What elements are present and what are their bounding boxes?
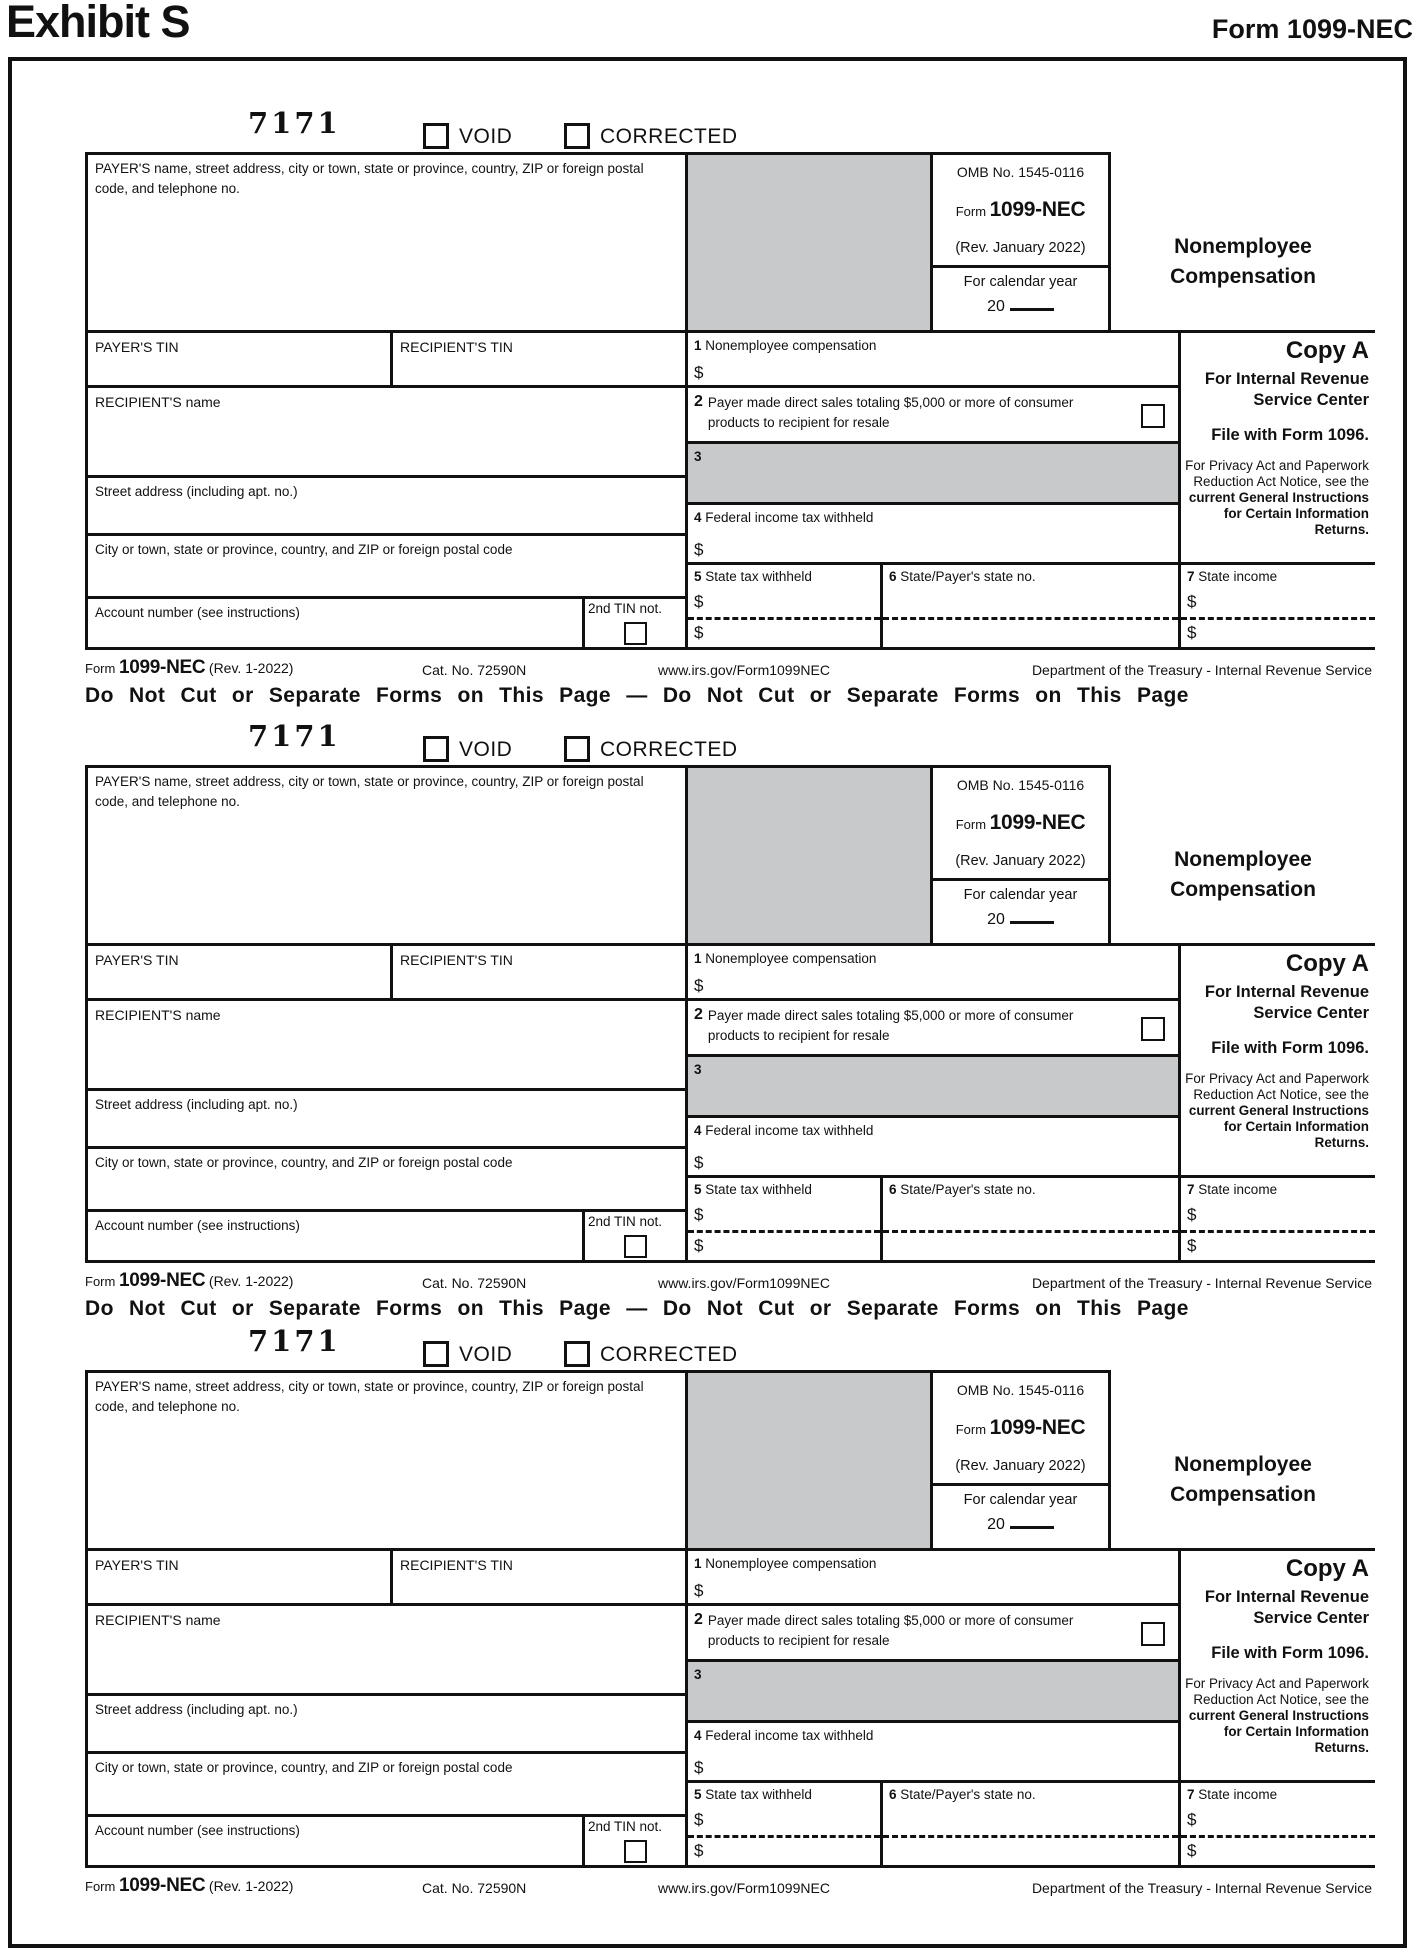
box5-label: State tax withheld bbox=[705, 1787, 812, 1802]
privacy-notice bbox=[1183, 458, 1369, 538]
second-tin-label: 2nd TIN not. bbox=[588, 601, 663, 616]
payer-info-box[interactable] bbox=[85, 765, 688, 946]
copy-a-label: Copy A bbox=[1285, 1555, 1369, 1582]
city-cell[interactable] bbox=[85, 1751, 688, 1817]
box4-federal-tax-withheld[interactable] bbox=[685, 502, 1181, 565]
calendar-year-century: 20 bbox=[987, 298, 1005, 315]
calendar-year-century: 20 bbox=[987, 911, 1005, 928]
box7-dollar-bottom: $ bbox=[1187, 623, 1197, 642]
box2-checkbox[interactable] bbox=[1141, 1017, 1165, 1041]
city-cell[interactable] bbox=[85, 1146, 688, 1212]
box5-dashed-divider bbox=[688, 1835, 880, 1838]
privacy-bold: current General Instructions for Certain Information Returns. bbox=[1188, 1708, 1369, 1756]
box6-label: State/Payer's state no. bbox=[900, 1787, 1036, 1802]
box3-number: 3 bbox=[694, 449, 702, 464]
do-not-cut-separator-2: Do Not Cut or Separate Forms on This Page — Do Not Cut or Separate Forms on This Page bbox=[85, 1297, 1189, 1320]
footer-department: Department of the Treasury - Internal Revenue Service bbox=[1031, 662, 1372, 678]
copy-for-line2: Service Center bbox=[1253, 391, 1369, 410]
box7-state-income[interactable] bbox=[1178, 1175, 1375, 1263]
calendar-year-entry bbox=[933, 1513, 1108, 1534]
shaded-box-top bbox=[685, 1370, 933, 1551]
copy-for-line2: Service Center bbox=[1253, 1609, 1369, 1628]
revision-label: (Rev. January 2022) bbox=[955, 1458, 1086, 1474]
copy-a-column bbox=[1178, 1548, 1375, 1783]
account-number-label: Account number (see instructions) bbox=[95, 1218, 300, 1233]
box3-number: 3 bbox=[694, 1062, 702, 1077]
box6-label: State/Payer's state no. bbox=[900, 1182, 1036, 1197]
payer-info-box[interactable] bbox=[85, 1370, 688, 1551]
box6-number: 6 bbox=[889, 569, 897, 584]
box5-dollar-top: $ bbox=[694, 592, 704, 611]
footer-revision: (Rev. 1-2022) bbox=[208, 660, 294, 676]
box1-label-line bbox=[688, 1551, 1178, 1576]
shaded-box-top bbox=[685, 152, 933, 333]
second-tin-checkbox[interactable] bbox=[624, 1840, 647, 1863]
form-name: 1099-NEC bbox=[989, 811, 1086, 834]
form-name-line bbox=[956, 198, 1086, 222]
box7-dollar-bottom: $ bbox=[1187, 1841, 1197, 1860]
calendar-year-label: For calendar year bbox=[963, 274, 1078, 290]
payer-info-label: PAYER'S name, street address, city or town, state or province, country, ZIP or foreign postal code, and telephone no. bbox=[95, 774, 644, 809]
box1-nonemployee-compensation[interactable] bbox=[685, 1548, 1181, 1606]
street-address-label: Street address (including apt. no.) bbox=[95, 1702, 298, 1717]
form-title-line1: Nonemployee bbox=[1174, 235, 1312, 258]
payer-info-label: PAYER'S name, street address, city or town, state or province, country, ZIP or foreign postal code, and telephone no. bbox=[95, 161, 644, 196]
second-tin-checkbox-wrap bbox=[588, 1235, 682, 1261]
box1-label: Nonemployee compensation bbox=[705, 951, 877, 966]
calendar-year-box bbox=[930, 878, 1111, 946]
account-number-label: Account number (see instructions) bbox=[95, 1823, 300, 1838]
account-number-cell[interactable] bbox=[85, 1814, 585, 1868]
copy-for-line1: For Internal Revenue bbox=[1204, 1588, 1369, 1606]
box5-dollar-top: $ bbox=[694, 1205, 704, 1224]
account-number-cell[interactable] bbox=[85, 596, 585, 650]
payer-tin-cell[interactable] bbox=[85, 1548, 393, 1606]
corrected-label: CORRECTED bbox=[600, 125, 738, 148]
form-name: 1099-NEC bbox=[989, 198, 1086, 221]
footer-cat-no: Cat. No. 72590N bbox=[422, 1880, 527, 1896]
box6-label-line bbox=[883, 1178, 1178, 1201]
calendar-year-century: 20 bbox=[987, 1516, 1005, 1533]
box1-dollar-sign: $ bbox=[694, 363, 704, 382]
shaded-box-top bbox=[685, 765, 933, 946]
box7-label: State income bbox=[1198, 1787, 1278, 1802]
calendar-year-blank[interactable] bbox=[1010, 295, 1054, 311]
footer-form-id bbox=[85, 1875, 293, 1897]
box1-nonemployee-compensation[interactable] bbox=[685, 330, 1181, 388]
calendar-year-entry bbox=[933, 295, 1108, 316]
box5-dollar-bottom: $ bbox=[694, 1236, 704, 1255]
recipient-name-cell[interactable] bbox=[85, 385, 688, 478]
box6-label-line bbox=[883, 565, 1178, 588]
footer-cat-no: Cat. No. 72590N bbox=[422, 1275, 527, 1291]
form-1099-nec-copy-1 bbox=[85, 104, 1377, 686]
box7-dollar-top: $ bbox=[1187, 1205, 1197, 1224]
footer-form-name: 1099-NEC bbox=[118, 1875, 206, 1896]
form-word: Form bbox=[955, 204, 987, 219]
copy-a-label: Copy A bbox=[1285, 337, 1369, 364]
box7-dashed-divider bbox=[1181, 1835, 1375, 1838]
box3-shaded bbox=[685, 1659, 1181, 1723]
privacy-bold: current General Instructions for Certain Information Returns. bbox=[1188, 490, 1369, 538]
box2-label: Payer made direct sales totaling $5,000 or more of consumer products to recipient for resale bbox=[707, 1613, 1074, 1649]
recipient-tin-cell[interactable] bbox=[390, 330, 688, 388]
box5-label: State tax withheld bbox=[705, 569, 812, 584]
footer-form-name: 1099-NEC bbox=[118, 1270, 206, 1291]
payer-tin-label: PAYER'S TIN bbox=[95, 1557, 179, 1573]
box4-label-line bbox=[688, 505, 1178, 530]
void-checkbox[interactable] bbox=[423, 736, 449, 762]
recipient-tin-cell[interactable] bbox=[390, 943, 688, 1001]
box7-dollar-top: $ bbox=[1187, 592, 1197, 611]
box7-state-income[interactable] bbox=[1178, 1780, 1375, 1868]
void-checkbox[interactable] bbox=[423, 1341, 449, 1367]
form-name-line bbox=[956, 811, 1086, 835]
box5-state-tax-withheld[interactable] bbox=[685, 1175, 883, 1263]
box1-nonemployee-compensation[interactable] bbox=[685, 943, 1181, 1001]
box7-dashed-divider bbox=[1181, 1230, 1375, 1233]
box6-dashed-divider bbox=[883, 1835, 1178, 1838]
footer-url[interactable]: www.irs.gov/Form1099NEC bbox=[658, 662, 830, 678]
payer-info-label: PAYER'S name, street address, city or town, state or province, country, ZIP or foreign postal code, and telephone no. bbox=[95, 1379, 644, 1414]
corrected-label: CORRECTED bbox=[600, 738, 738, 761]
box2-number: 2 bbox=[694, 1006, 703, 1023]
form-footer bbox=[85, 655, 1375, 681]
footer-form-id bbox=[85, 1270, 293, 1292]
file-with-label: File with Form 1096. bbox=[1211, 1038, 1369, 1057]
exhibit-title: Exhibit S bbox=[6, 0, 190, 47]
box1-label-line bbox=[688, 333, 1178, 358]
form-code-7171: 7171 bbox=[248, 1324, 341, 1358]
box7-label-line bbox=[1181, 1783, 1375, 1806]
void-label: VOID bbox=[459, 1343, 513, 1366]
omb-box bbox=[930, 1370, 1111, 1486]
form-1099-nec-copy-3 bbox=[85, 1322, 1377, 1904]
recipient-name-cell[interactable] bbox=[85, 998, 688, 1091]
box5-dashed-divider bbox=[688, 1230, 880, 1233]
recipient-name-label: RECIPIENT'S name bbox=[95, 394, 221, 410]
privacy-regular: For Privacy Act and Paperwork Reduction Act Notice, see the bbox=[1185, 457, 1369, 489]
box4-label: Federal income tax withheld bbox=[705, 1728, 874, 1743]
box7-dollar-bottom: $ bbox=[1187, 1236, 1197, 1255]
do-not-cut-separator-1: Do Not Cut or Separate Forms on This Page — Do Not Cut or Separate Forms on This Page bbox=[85, 684, 1189, 707]
omb-number: OMB No. 1545-0116 bbox=[956, 164, 1085, 180]
revision-label: (Rev. January 2022) bbox=[955, 853, 1086, 869]
form-word: Form bbox=[955, 1422, 987, 1437]
footer-cat-no: Cat. No. 72590N bbox=[422, 662, 527, 678]
box1-number: 1 bbox=[694, 1556, 702, 1571]
calendar-year-box bbox=[930, 1483, 1111, 1551]
box7-number: 7 bbox=[1187, 1182, 1195, 1197]
box5-dollar-top: $ bbox=[694, 1810, 704, 1829]
box1-dollar-sign: $ bbox=[694, 976, 704, 995]
box6-state-payer-number[interactable] bbox=[880, 1175, 1181, 1263]
box6-state-payer-number[interactable] bbox=[880, 562, 1181, 650]
corrected-label: CORRECTED bbox=[600, 1343, 738, 1366]
box6-state-payer-number[interactable] bbox=[880, 1780, 1181, 1868]
box4-dollar-sign: $ bbox=[694, 540, 704, 559]
second-tin-checkbox[interactable] bbox=[624, 622, 647, 645]
footer-form-word: Form bbox=[85, 1274, 116, 1289]
void-label: VOID bbox=[459, 738, 513, 761]
recipient-tin-label: RECIPIENT'S TIN bbox=[400, 339, 513, 355]
recipient-name-label: RECIPIENT'S name bbox=[95, 1612, 221, 1628]
street-address-label: Street address (including apt. no.) bbox=[95, 1097, 298, 1112]
box7-label: State income bbox=[1198, 1182, 1278, 1197]
second-tin-checkbox[interactable] bbox=[624, 1235, 647, 1258]
second-tin-checkbox-wrap bbox=[588, 1840, 682, 1866]
void-label: VOID bbox=[459, 125, 513, 148]
box2-label: Payer made direct sales totaling $5,000 or more of consumer products to recipient for resale bbox=[707, 1008, 1074, 1044]
box2-checkbox[interactable] bbox=[1141, 404, 1165, 428]
box3-number: 3 bbox=[694, 1667, 702, 1682]
payer-tin-cell[interactable] bbox=[85, 330, 393, 388]
footer-url[interactable]: www.irs.gov/Form1099NEC bbox=[658, 1880, 830, 1896]
footer-form-name: 1099-NEC bbox=[118, 657, 206, 678]
form-footer bbox=[85, 1873, 1375, 1899]
payer-tin-label: PAYER'S TIN bbox=[95, 952, 179, 968]
form-title bbox=[1115, 1450, 1371, 1511]
box2-number: 2 bbox=[694, 393, 703, 410]
box2-direct-sales bbox=[685, 1603, 1181, 1662]
box7-number: 7 bbox=[1187, 569, 1195, 584]
box4-label-line bbox=[688, 1118, 1178, 1143]
footer-form-word: Form bbox=[85, 1879, 116, 1894]
box4-federal-tax-withheld[interactable] bbox=[685, 1115, 1181, 1178]
form-footer bbox=[85, 1268, 1375, 1294]
box4-dollar-sign: $ bbox=[694, 1758, 704, 1777]
box5-dollar-bottom: $ bbox=[694, 623, 704, 642]
omb-box bbox=[930, 765, 1111, 881]
payer-tin-cell[interactable] bbox=[85, 943, 393, 1001]
privacy-bold: current General Instructions for Certain Information Returns. bbox=[1188, 1103, 1369, 1151]
footer-department: Department of the Treasury - Internal Revenue Service bbox=[1031, 1275, 1372, 1291]
box5-state-tax-withheld[interactable] bbox=[685, 1780, 883, 1868]
second-tin-cell bbox=[582, 596, 688, 650]
footer-form-id bbox=[85, 657, 293, 679]
box1-label: Nonemployee compensation bbox=[705, 1556, 877, 1571]
copy-a-column bbox=[1178, 330, 1375, 565]
form-title-line2: Compensation bbox=[1170, 1483, 1316, 1507]
recipient-tin-label: RECIPIENT'S TIN bbox=[400, 1557, 513, 1573]
copy-for-line1: For Internal Revenue bbox=[1204, 370, 1369, 388]
box4-federal-tax-withheld[interactable] bbox=[685, 1720, 1181, 1783]
box5-number: 5 bbox=[694, 1787, 702, 1802]
box6-dashed-divider bbox=[883, 1230, 1178, 1233]
file-with-label: File with Form 1096. bbox=[1211, 1643, 1369, 1662]
box2-label-line bbox=[688, 1001, 1178, 1052]
recipient-tin-cell[interactable] bbox=[390, 1548, 688, 1606]
recipient-name-label: RECIPIENT'S name bbox=[95, 1007, 221, 1023]
box5-number: 5 bbox=[694, 569, 702, 584]
box7-number: 7 bbox=[1187, 1787, 1195, 1802]
box7-label-line bbox=[1181, 1178, 1375, 1201]
box1-number: 1 bbox=[694, 338, 702, 353]
box1-dollar-sign: $ bbox=[694, 1581, 704, 1600]
second-tin-label: 2nd TIN not. bbox=[588, 1819, 663, 1834]
calendar-year-label: For calendar year bbox=[963, 1492, 1078, 1508]
payer-info-box[interactable] bbox=[85, 152, 688, 333]
box2-checkbox[interactable] bbox=[1141, 1622, 1165, 1646]
form-name-line bbox=[956, 1416, 1086, 1440]
box2-number: 2 bbox=[694, 1611, 703, 1628]
box1-number: 1 bbox=[694, 951, 702, 966]
box6-dashed-divider bbox=[883, 617, 1178, 620]
box5-number: 5 bbox=[694, 1182, 702, 1197]
copy-a-column bbox=[1178, 943, 1375, 1178]
box6-number: 6 bbox=[889, 1182, 897, 1197]
copy-for-line2: Service Center bbox=[1253, 1004, 1369, 1023]
street-address-cell[interactable] bbox=[85, 1693, 688, 1754]
box3-shaded bbox=[685, 441, 1181, 505]
box2-label-line bbox=[688, 388, 1178, 439]
box4-label: Federal income tax withheld bbox=[705, 510, 874, 525]
form-code-7171: 7171 bbox=[248, 106, 341, 140]
box4-number: 4 bbox=[694, 1728, 702, 1743]
privacy-regular: For Privacy Act and Paperwork Reduction Act Notice, see the bbox=[1185, 1675, 1369, 1707]
box7-label: State income bbox=[1198, 569, 1278, 584]
box5-label-line bbox=[688, 1178, 880, 1201]
copy-for-line1: For Internal Revenue bbox=[1204, 983, 1369, 1001]
city-label: City or town, state or province, country, and ZIP or foreign postal code bbox=[95, 1155, 513, 1170]
box7-label-line bbox=[1181, 565, 1375, 588]
box5-state-tax-withheld[interactable] bbox=[685, 562, 883, 650]
box5-dashed-divider bbox=[688, 617, 880, 620]
box1-label-line bbox=[688, 946, 1178, 971]
calendar-year-blank[interactable] bbox=[1010, 1513, 1054, 1529]
box6-label-line bbox=[883, 1783, 1178, 1806]
box2-direct-sales bbox=[685, 998, 1181, 1057]
street-address-cell[interactable] bbox=[85, 1088, 688, 1149]
calendar-year-entry bbox=[933, 908, 1108, 929]
box1-label: Nonemployee compensation bbox=[705, 338, 877, 353]
omb-number: OMB No. 1545-0116 bbox=[956, 777, 1085, 793]
revision-label: (Rev. January 2022) bbox=[955, 240, 1086, 256]
second-tin-checkbox-wrap bbox=[588, 622, 682, 648]
privacy-notice bbox=[1183, 1071, 1369, 1151]
city-cell[interactable] bbox=[85, 533, 688, 599]
header-form-ref: Form 1099-NEC bbox=[1211, 14, 1413, 44]
form-name: 1099-NEC bbox=[989, 1416, 1086, 1439]
corrected-checkbox[interactable] bbox=[564, 123, 590, 149]
omb-number: OMB No. 1545-0116 bbox=[956, 1382, 1085, 1398]
privacy-notice bbox=[1183, 1676, 1369, 1756]
box7-dashed-divider bbox=[1181, 617, 1375, 620]
form-title-line2: Compensation bbox=[1170, 265, 1316, 289]
form-title bbox=[1115, 232, 1371, 293]
second-tin-cell bbox=[582, 1814, 688, 1868]
form-title bbox=[1115, 845, 1371, 906]
file-with-label: File with Form 1096. bbox=[1211, 425, 1369, 444]
footer-url[interactable]: www.irs.gov/Form1099NEC bbox=[658, 1275, 830, 1291]
box2-label: Payer made direct sales totaling $5,000 or more of consumer products to recipient for resale bbox=[707, 395, 1074, 431]
calendar-year-blank[interactable] bbox=[1010, 908, 1054, 924]
city-label: City or town, state or province, country, and ZIP or foreign postal code bbox=[95, 1760, 513, 1775]
box4-number: 4 bbox=[694, 1123, 702, 1138]
box3-shaded bbox=[685, 1054, 1181, 1118]
box5-label-line bbox=[688, 565, 880, 588]
box2-direct-sales bbox=[685, 385, 1181, 444]
box4-number: 4 bbox=[694, 510, 702, 525]
form-title-line1: Nonemployee bbox=[1174, 1453, 1312, 1476]
form-1099-nec-copy-2 bbox=[85, 717, 1377, 1299]
street-address-label: Street address (including apt. no.) bbox=[95, 484, 298, 499]
form-code-7171: 7171 bbox=[248, 719, 341, 753]
calendar-year-label: For calendar year bbox=[963, 887, 1078, 903]
account-number-cell[interactable] bbox=[85, 1209, 585, 1263]
copy-a-label: Copy A bbox=[1285, 950, 1369, 977]
box5-label-line bbox=[688, 1783, 880, 1806]
box4-dollar-sign: $ bbox=[694, 1153, 704, 1172]
recipient-name-cell[interactable] bbox=[85, 1603, 688, 1696]
form-title-line1: Nonemployee bbox=[1174, 848, 1312, 871]
form-title-line2: Compensation bbox=[1170, 878, 1316, 902]
box2-label-line bbox=[688, 1606, 1178, 1657]
footer-revision: (Rev. 1-2022) bbox=[208, 1878, 294, 1894]
box5-dollar-bottom: $ bbox=[694, 1841, 704, 1860]
box4-label-line bbox=[688, 1723, 1178, 1748]
footer-department: Department of the Treasury - Internal Revenue Service bbox=[1031, 1880, 1372, 1896]
box6-label: State/Payer's state no. bbox=[900, 569, 1036, 584]
privacy-regular: For Privacy Act and Paperwork Reduction Act Notice, see the bbox=[1185, 1070, 1369, 1102]
corrected-checkbox[interactable] bbox=[564, 736, 590, 762]
second-tin-label: 2nd TIN not. bbox=[588, 1214, 663, 1229]
second-tin-cell bbox=[582, 1209, 688, 1263]
footer-revision: (Rev. 1-2022) bbox=[208, 1273, 294, 1289]
box5-label: State tax withheld bbox=[705, 1182, 812, 1197]
city-label: City or town, state or province, country, and ZIP or foreign postal code bbox=[95, 542, 513, 557]
void-checkbox[interactable] bbox=[423, 123, 449, 149]
box6-number: 6 bbox=[889, 1787, 897, 1802]
box7-dollar-top: $ bbox=[1187, 1810, 1197, 1829]
recipient-tin-label: RECIPIENT'S TIN bbox=[400, 952, 513, 968]
box4-label: Federal income tax withheld bbox=[705, 1123, 874, 1138]
box7-state-income[interactable] bbox=[1178, 562, 1375, 650]
account-number-label: Account number (see instructions) bbox=[95, 605, 300, 620]
payer-tin-label: PAYER'S TIN bbox=[95, 339, 179, 355]
omb-box bbox=[930, 152, 1111, 268]
form-word: Form bbox=[955, 817, 987, 832]
street-address-cell[interactable] bbox=[85, 475, 688, 536]
corrected-checkbox[interactable] bbox=[564, 1341, 590, 1367]
calendar-year-box bbox=[930, 265, 1111, 333]
footer-form-word: Form bbox=[85, 661, 116, 676]
